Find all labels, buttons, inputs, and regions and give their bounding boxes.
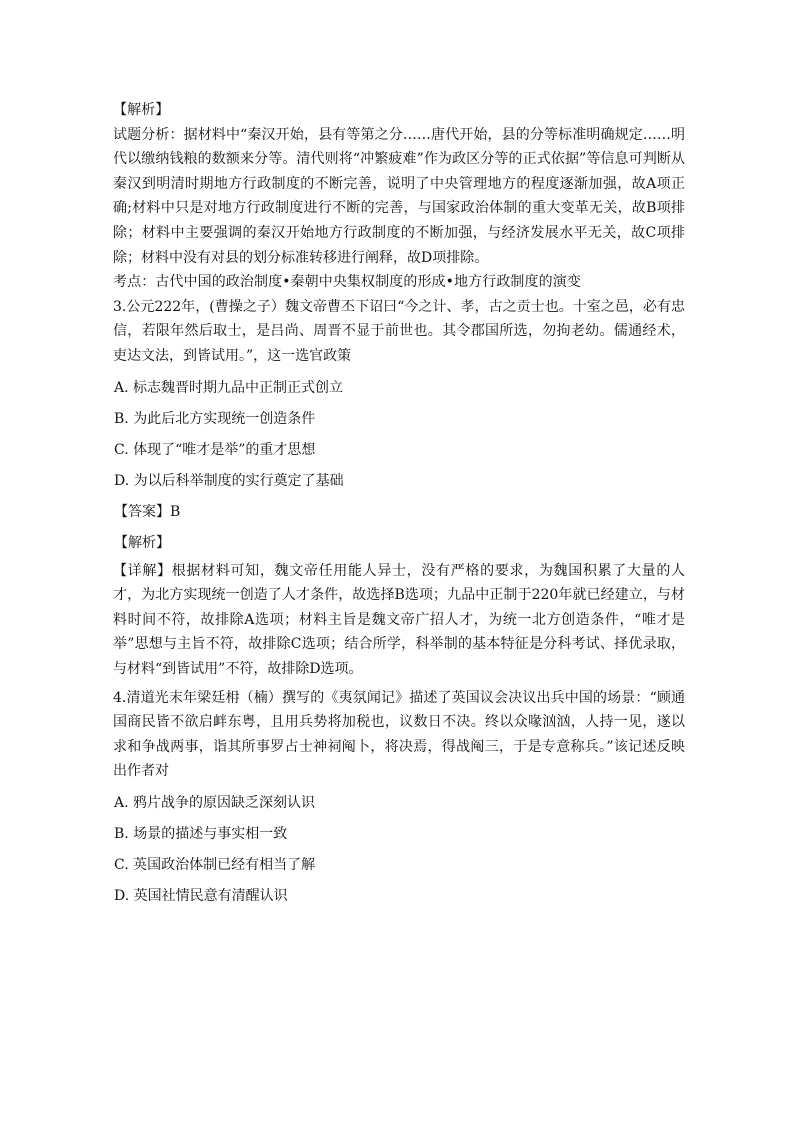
q4-option-b: B. 场景的描述与事实相一致 bbox=[114, 825, 288, 842]
document-body bbox=[113, 98, 685, 912]
section-heading-analysis: 【解析】 bbox=[113, 102, 170, 118]
q3-option-c: C. 体现了“唯才是举”的重才思想 bbox=[114, 441, 316, 458]
q2-analysis-paragraph: 试题分析：据材料中“秦汉开始，县有等第之分……唐代开始，县的分等标准明确规定……明代以缴纳钱粮的数额来分等。清代则将“冲繁疲难”作为政区分等的正式依据”等信息可判断从秦汉到明清时期地方行政制度的不断完善，说明了中央管理地方的程度逐渐加强，故A项正确;材料中只是对地方行政制度进行不断的完善，与国家政治体制的重大变革无关，故B项排除；材料中主要强调的秦汉开始地方行政制度的不断加强，与经济发展水平无关，故C项排除；材料中没有对县的划分标准转移进行阐释，故D项排除。 bbox=[113, 126, 685, 266]
q4-option-c: C. 英国政治体制已经有相当了解 bbox=[114, 856, 316, 873]
q3-analysis-heading: 【解析】 bbox=[114, 534, 170, 551]
question-4-stem: 4.清道光末年梁廷枏（楠）撰写的《夷氛闻记》描述了英国议会决议出兵中国的场景：“顾通国商民皆不欲启衅东粤，且用兵势将加税也，议数日不决。终以众喙汹汹，人持一见，遂以求和争战两事，诣其所事罗占士神祠阄卜，将决焉，得战阄三，于是专意称兵。”该记述反映出作者对 bbox=[113, 689, 685, 780]
q3-option-b: B. 为此后北方实现统一创造条件 bbox=[114, 410, 316, 427]
q3-answer: 【答案】B bbox=[114, 503, 181, 520]
q3-option-a: A. 标志魏晋时期九品中正制正式创立 bbox=[114, 379, 344, 396]
q3-option-d: D. 为以后科举制度的实行奠定了基础 bbox=[114, 472, 344, 489]
q4-option-d: D. 英国社情民意有清醒认识 bbox=[114, 887, 288, 904]
q2-kaodian-line: 考点：古代中国的政治制度•秦朝中央集权制度的形成•地方行政制度的演变 bbox=[113, 274, 581, 291]
q4-option-a: A. 鸦片战争的原因缺乏深刻认识 bbox=[114, 794, 316, 811]
question-3-stem: 3.公元222年，(曹操之子）魏文帝曹丕下诏曰“今之计、孝，古之贡士也。十室之邑，必有忠信，若限年然后取士，是吕尚、周晋不显于前世也。其令郡国所选，勿拘老幼。儒通经术，吏达文法，到皆试用。”，这一选官政策 bbox=[113, 298, 685, 364]
q3-detail-paragraph: 【详解】根据材料可知，魏文帝任用能人异士，没有严格的要求，为魏国积累了大量的人才，为北方实现统一创造了人才条件，故选择B选项；九品中正制于220年就已经建立，与材料时间不符，故排除A选项；材料主旨是魏文帝广招人才，为统一北方创造条件，“唯才是举”思想与主旨不符，故排除C选项；结合所学，科举制的基本特征是分科考试、择优录取，与材料“到皆试用”不符，故排除D选项。 bbox=[113, 562, 685, 677]
